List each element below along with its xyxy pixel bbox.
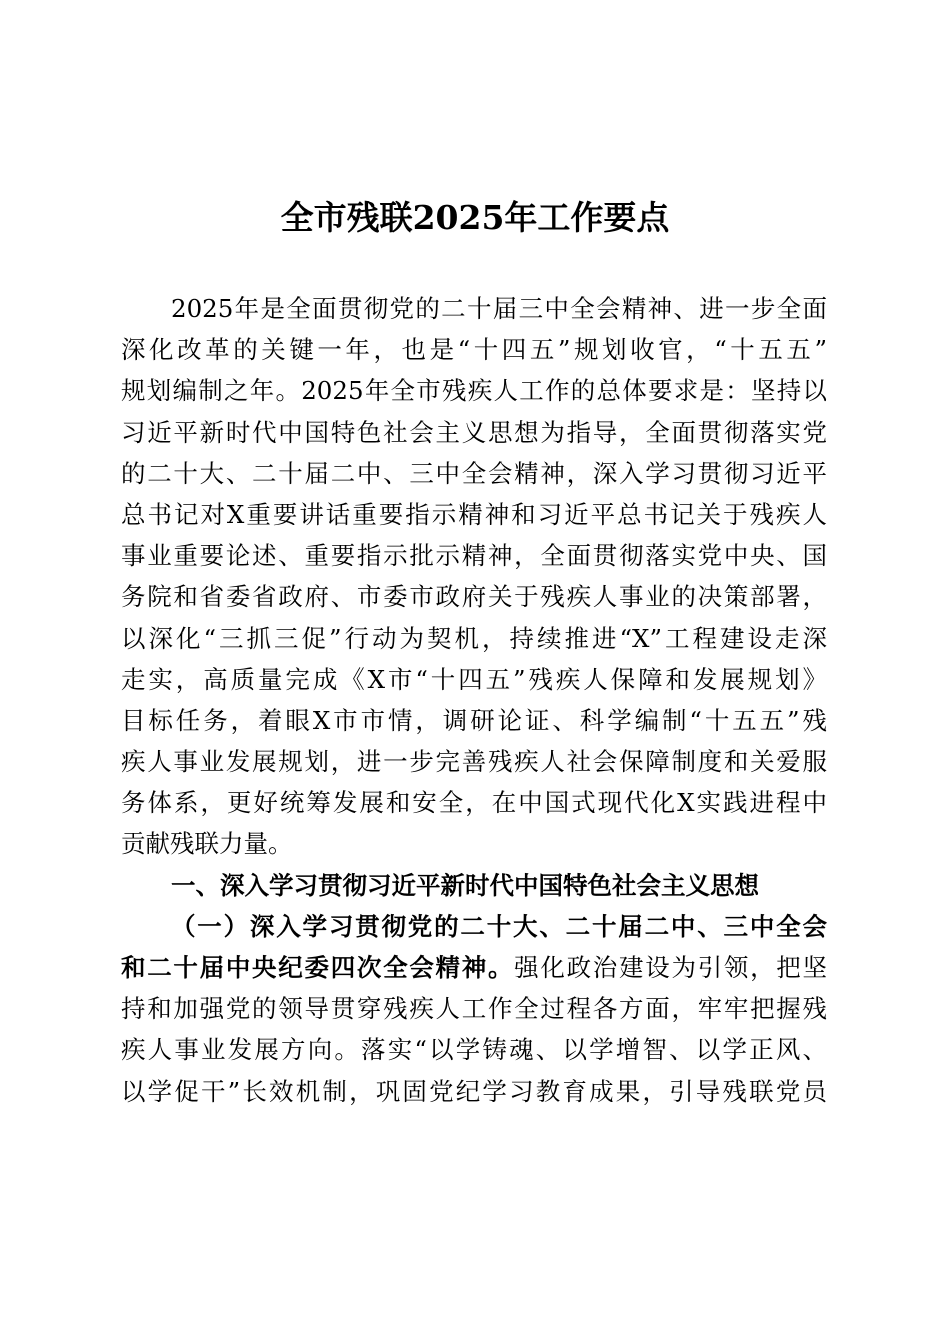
paragraph-line: 习近平新时代中国特色社会主义思想为指导，全面贯彻落实党: [121, 417, 827, 447]
paragraph-line: 走实，高质量完成《X市“十四五”残疾人保障和发展规划》: [121, 664, 827, 694]
paragraph-line: 疾人事业发展规划，进一步完善残疾人社会保障制度和关爱服: [121, 747, 827, 777]
paragraph-line: 事业重要论述、重要指示批示精神，全面贯彻落实党中央、国: [121, 541, 827, 571]
paragraph-line: 规划编制之年。2025年全市残疾人工作的总体要求是：坚持以: [121, 376, 827, 406]
paragraph-text: 强化政治建设为引领，把坚: [514, 953, 827, 982]
page-title: 全市残联2025年工作要点: [280, 198, 670, 237]
paragraph-line: 务院和省委省政府、市委市政府关于残疾人事业的决策部署，: [121, 582, 827, 612]
paragraph-line: 总书记对X重要讲话重要指示精神和习近平总书记关于残疾人: [121, 499, 827, 529]
paragraph-line: 深化改革的关键一年，也是“十四五”规划收官，“十五五”: [121, 335, 827, 365]
paragraph-line: 2025年是全面贯彻党的二十届三中全会精神、进一步全面: [171, 294, 827, 323]
paragraph-line: 的二十大、二十届二中、三中全会精神，深入学习贯彻习近平: [121, 458, 827, 488]
paragraph-line: [121, 947, 827, 988]
paragraph-line: 以深化“三抓三促”行动为契机，持续推进“X”工程建设走深: [121, 623, 827, 653]
paragraph-line: 目标任务，着眼X市市情，调研论证、科学编制“十五五”残: [121, 705, 827, 735]
subsection-heading-tail: 和二十届中央纪委四次全会精神。: [121, 953, 515, 982]
subsection-heading-line: （一）深入学习贯彻党的二十大、二十届二中、三中全会: [171, 911, 827, 941]
paragraph-line: 疾人事业发展方向。落实“以学铸魂、以学增智、以学正风、: [121, 1035, 827, 1065]
paragraph-line: 贡献残联力量。: [121, 829, 293, 859]
document-body: [121, 288, 827, 1112]
paragraph-line: 以学促干”长效机制，巩固党纪学习教育成果，引导残联党员: [121, 1076, 827, 1106]
paragraph-line: 持和加强党的领导贯穿残疾人工作全过程各方面，牢牢把握残: [121, 994, 827, 1024]
section-heading: 一、深入学习贯彻习近平新时代中国特色社会主义思想: [171, 870, 759, 900]
paragraph-line: 务体系，更好统筹发展和安全，在中国式现代化X实践进程中: [121, 788, 827, 818]
